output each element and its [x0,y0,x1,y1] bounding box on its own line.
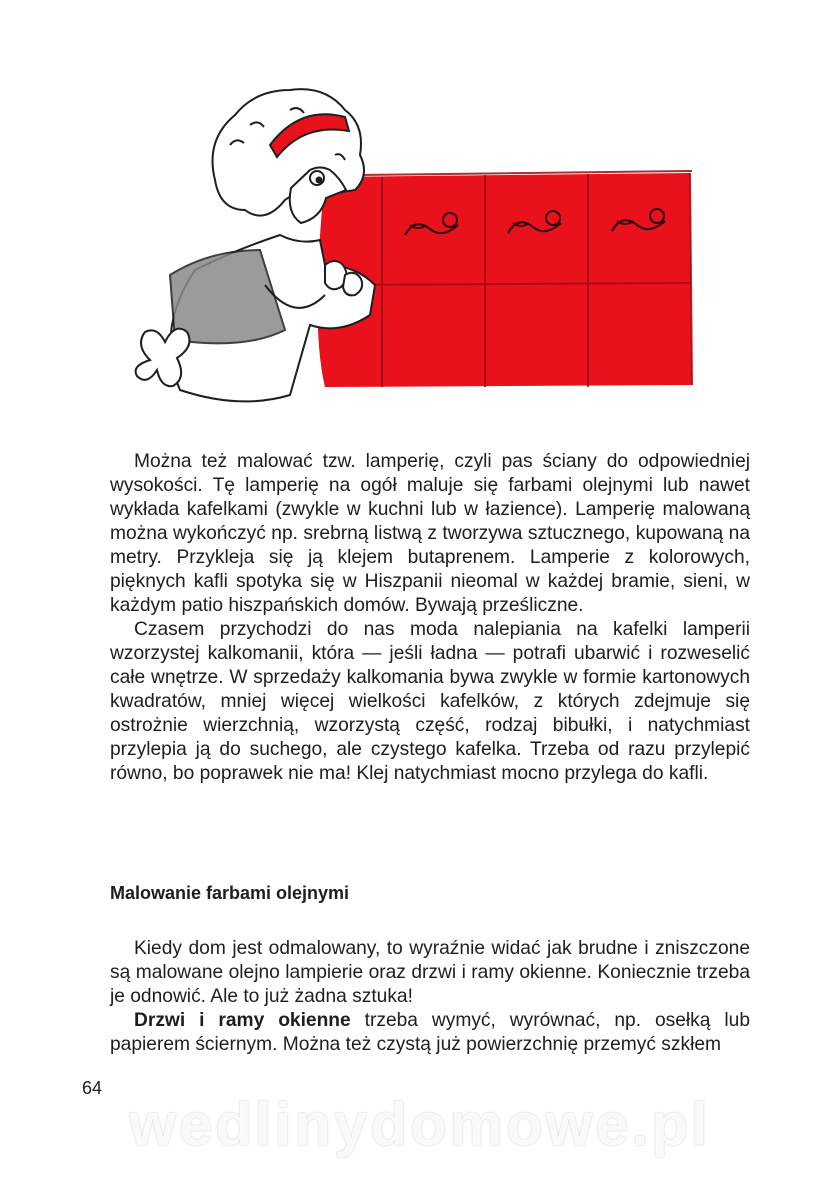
paragraph-kalkomania: Czasem przychodzi do nas moda nalepiania na kafelki lamperii wzorzystej kalkomanii, która — jeśli ładna — potrafi ubarwić i rozweselić całe wnętrze. W sprzedaży kalkomania bywa zwykle w formie kartonowych kwadratów, mniej więcej wielkości kafelków, z których zdejmuje się ostrożnie wierzchnią, wzorzystą część, rodzaj bibułki, i natychmiast przylepia ją do suchego, ale czystego kafelka. Trzeba od razu przylepić równo, bo poprawek nie ma! Klej natychmiast mocno przylega do kafli. [110,619,750,784]
body-text-block-2 [110,937,750,1057]
bold-lead-phrase: Drzwi i ramy okienne [134,1010,351,1031]
paragraph-drzwi-ramy [110,1009,750,1057]
watermark: wedlinydomowe.pl [129,1091,711,1158]
page-number: 64 [82,1078,103,1098]
woman-painting-tiles-illustration [120,85,710,420]
body-text-block-1 [110,450,750,786]
paragraph-lamperia: Można też malować tzw. lamperię, czyli pas ściany do odpowiedniej wysokości. Tę lamperię na ogół maluje się farbami olejnymi lub nawet wykłada kafelkami (zwykle w kuchni lub w łazience). Lamperię malowaną można wykończyć np. srebrną listwą z tworzywa sztucznego, kupowaną na metry. Przykleja się ją klejem butaprenem. Lamperie z kolorowych, pięknych kafli spotyka się w Hiszpanii nieomal w każdej bramie, sieni, w każdym patio hiszpańskich domów. Bywają prześliczne. [110,451,750,616]
paragraph-drzwi-ramy-rest: trzeba wymyć, wyrównać, np. osełką lub papierem ściernym. Można też czystą już powierzchnię przemyć szkłem [110,1010,750,1055]
section-heading: Malowanie farbami olejnymi [110,883,350,903]
paragraph-odmalowany: Kiedy dom jest odmalowany, to wyraźnie widać jak brudne i zniszczone są malowane olejno lampierie oraz drzwi i ramy okienne. Koniecznie trzeba je odnowić. Ale to już żadna sztuka! [110,938,750,1007]
red-tile-wall [318,171,693,387]
